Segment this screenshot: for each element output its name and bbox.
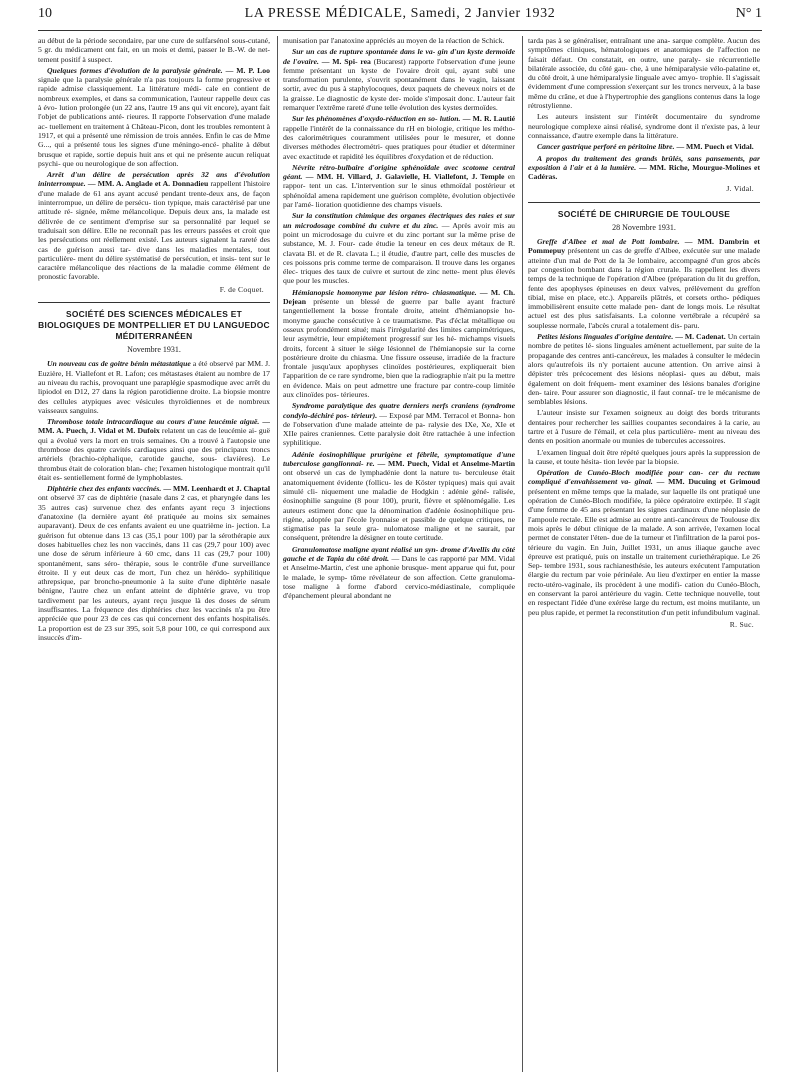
article-title: Un nouveau cas de goitre bénin métastatique bbox=[47, 359, 191, 369]
article-authors: — M. R. Lautié bbox=[462, 114, 515, 124]
article-body: rappelle l'intérêt de la connaissance du rH en biologie, critique les métho- des calorimétriques couramment utilisées pour le mesurer, et donne diverses méthodes électrométri- ques pratiques pour étudier et déterminer avec exactitude et rapidité les équilibres d'oxydation et de réduction. bbox=[283, 123, 515, 161]
article-authors: — MM. Puech et Vidal. bbox=[676, 142, 754, 152]
paragraph: munisation par l'anatoxine appréciés au moyen de la réaction de Schick. bbox=[283, 36, 505, 45]
article-title: Arrêt d'un délire de persécution après 32 ans d'évolution ininterrompue. bbox=[38, 170, 270, 189]
paragraph: tarda pas à se généraliser, entraînant une ana- sarque complète. Aucun des symptômes cliniques, hématologiques et anatomiques de l'affection ne faisait défaut. On constatait, en outre, une paraly- sie récurrentielle bilatérale associée, du côté gau- che, à une hémiparalysie vélo-palatine et, du côté droit, à une hémiparalysie linguale avec amyo- trophie. Il s'agissait évidemment d'une compression s'exerçant sur les troncs nerveux, à la base même du crâne, et due à l'hypertrophie des ganglions contenus dans la loge rétrostylienne. bbox=[528, 36, 760, 111]
article bbox=[283, 211, 515, 285]
article-body: — Après avoir mis au point un microdosage du cuivre et du zinc portant sur la même prise de substance, M. J. Four- cade étudie la teneur en ces deux métaux de R. clavata Bl. et de R. clavata L.; il étudie, d'autre part, celle des muscles de ces poissons pris comme terme de comparaison. Il trouve dans les organes élec- triques des taux de cuivre et surtout de zinc nette- ment plus élevés que pour les muscles. bbox=[283, 220, 515, 286]
article-title: Granulomatose maligne ayant réalisé un syn- drome d'Avellis du côté gauche et de Tapia du côté droit. bbox=[283, 544, 515, 564]
article-body: relatent un cas de leucémie ai- guë qui a évolué vers la mort en trois semaines. On a trouvé à l'autopsie une thrombose des quatre cavités cardiaques ainsi que des principaux troncs artériels (brachio-céphalique, carotide gauche, sous- clavières). Le thrombus était de coloration blan- che; l'examen histologique montrait qu'il était es- sentiellement formé de lymphoblastes. bbox=[38, 426, 270, 482]
article-authors: — MM. H. Villard, J. Galavielle, H. Viallefont, J. Temple bbox=[305, 172, 505, 182]
article-body: signale que la paralysie générale n'a pas toujours la forme progressive et rapide admise classiquement. La littérature médi- cale en contient de nombreux exemples, et dans sa communication, l'auteur rappelle deux cas à évo- lution prolongée (un 22 ans, l'autre 19 ans qui vit encore), ayant fait l'objet de publications anté- rieures. Il rapporte l'observation d'une malade ac- tuellement en traitement à Château-Picon, dont les troubles remontent à 1917, et qui a présenté une rémission de trois années. Enfin le cas de Mme G..., qui a présenté tous les signes d'une méningo-encé- phalite à début brusque et rapide, sortie depuis huit ans et qui ne présente aucun reliquat psychi- que ou neurologique de son affection. bbox=[38, 75, 270, 168]
article bbox=[528, 142, 760, 151]
article-authors: — M. P. Loo bbox=[225, 65, 270, 75]
article-body: présente un blessé de guerre par balle ayant fracturé tangentiellement la bosse frontale droite, atteint d'hémianopsie ho- monyme gauche consécutive à ce traumatisme. Pas d'éclat métallique ou osseux profondément situé; mais l'irrégularité des limites campimétriques, leur asymétrie, leur empiétement progressif sur les hé- michamps visuels droits, forcent à situer le siège lésionnel de l'hémianopsie sur la corne postérieure droite du chiasma. Une fissure osseuse, irradiée de la fracture frontale jusqu'aux apophyses clinoïdes postérieures, expliquerait bien l'apparition de ce rare syndrome, bien que la radiographie n'ait pu la mettre en évidence. Mais on peut admettre une fracture par contre-coup limitée aux clinoïdes pos- térieures. bbox=[283, 297, 515, 399]
article-body: présentent en même temps que la malade, sur laquelle ils ont pratiqué une opération de Cunéo-Bloch modifiée, la pièce opératoire extirpée. Il s'agit d'une femme de 45 ans présentant les signes cardinaux d'une néoplasie de l'ampoule rectale. Elle est admise au centre anti-cancéreux de Toulouse dix mois après le début clinique de la malade. A son arrivée, l'examen local permet de constater l'éten- due de la tumeur et l'infiltration de la paroi pos- térieure du vagin. En Juin, Juillet 1931, un anus iliaque gauche avec épreuve est pratiqué, puis on installe un traitement curiethérapique. Le 26 Sep- tembre 1931, sous rachianesthésie, les auteurs exécutent l'amputation élargie du rectum par voie périnéale. Au lieu d'extirper en entier la masse recto-utéro-vaginale, ils procèdent à une modifi- cation du Cunéo-Bloch, en conservant la paroi antérieure du vagin. Cette technique nouvelle, tout en respectant l'idée d'une exérèse large du rectum, est moins mutilante, un peu plus rapide, et permet la reconstitution d'un petit infundibulum vaginal. bbox=[528, 486, 760, 617]
article-authors: — MM. A. Puech, J. Vidal et M. Dufoix bbox=[38, 417, 270, 436]
article-authors: — M. Ch. Dejean bbox=[283, 287, 515, 307]
article bbox=[38, 66, 270, 168]
article-title: Diphtérie chez des enfants vaccinés. bbox=[47, 484, 162, 494]
article bbox=[283, 450, 515, 543]
article bbox=[528, 468, 760, 617]
article-body: ont observé 37 cas de diphtérie (nasale dans 2 cas, et pharyngée dans les 35 autres cas) survenue chez des enfants ayant reçu 3 injections d'anatoxine (la dernière ayant été pratiquée au moins six semaines auparavant). Deux de ces enfants avaient eu une quatrième in- jection. La guérison fut obtenue dans 13 cas (35,1 pour 100) par la sérothérapie aux doses habituelles chez les non vaccinés, dans 11 cas (29,7 pour 100) avec une dose de sérum inférieure à 60 cmc, dans 11 cas (29,7 pour 100) spontanément, sans séro- thérapie, sous le contrôle d'une surveillance étroite. Il y eut deux cas de mort, l'un chez un hérédo- syphilitique athrepsique, par broncho-pneumonie à la suite d'une diphtérie nasale bénigne, l'autre chez un enfant atteint de diphtérie grave, vu trop tardivement par les auteurs, ayant reçu jusque là des doses de sérum insuffisantes. La fréquence des diphtéries chez les vaccinés n'a pu être appréciée que pour 23 de ces cas qui concernent des enfants hospitalisés. La proportion est de 23 sur 395, soit 5,8 pour 100, ce qui correspond aux insuccès d'im- bbox=[38, 493, 270, 642]
article-title: Sur les phénomènes d'oxydo-réduction en so- lution. bbox=[292, 114, 461, 124]
article-title: Thrombose totale intracardiaque au cours d'une leucémie aiguë. bbox=[47, 417, 260, 427]
section-heading: SOCIÉTÉ DE CHIRURGIE DE TOULOUSE bbox=[528, 202, 760, 220]
article bbox=[38, 417, 270, 482]
page-number: 10 bbox=[38, 6, 52, 21]
article bbox=[528, 332, 760, 406]
paragraph: L'auteur insiste sur l'examen soigneux au doigt des bords triturants dentaires pour rechercher les saillies coupantes secondaires à la carie, au tartre et à l'usure de l'émail, et cela plus particulière- ment au niveau des dents en position anormale ou munies de tubercules accessoires. bbox=[528, 408, 760, 446]
article-body: Un certain nombre de petites lé- sions linguales amènent actuellement, par suite de la propagande des centres anti-cancéreux, les malades à consulter le médecin alors qu'autrefois ils n'y portaient aucune attention. On arrive ainsi à dépister très précocement des lésions néoplasi- ques au début, mais également on doit fréquem- ment examiner des lésions banales d'origine den- taire. Pour assurer son diagnostic, il faut connaî- tre le mécanisme de semblables lésions. bbox=[528, 332, 760, 407]
article-title: A propos du traitement des grands brûlés, sans pansements, par exposition à l'air et à la lumière. bbox=[528, 153, 760, 172]
column-divider bbox=[277, 36, 278, 1072]
signature: J. Vidal. bbox=[726, 184, 754, 194]
article-title: Sur la constitution chimique des organes électriques des raies et sur un microdosage combiné du cuivre et du zinc. bbox=[283, 211, 515, 230]
article bbox=[38, 359, 270, 415]
article bbox=[38, 484, 270, 642]
article-authors: — MM. A. Anglade et A. Donnadieu bbox=[87, 179, 209, 189]
article-title: Petites lésions linguales d'origine dentaire. bbox=[537, 332, 674, 342]
signature: R. Suc. bbox=[729, 619, 754, 629]
article-title: Cancer gastrique perforé en péritoine libre. bbox=[537, 142, 675, 152]
article-title: Opération de Cunéo-Bloch modifiée pour can- cer du rectum compliqué d'envahissement va- ginal. bbox=[528, 468, 760, 487]
article bbox=[528, 237, 760, 330]
article-body: (Bucarest) rapporte l'observation d'une jeune femme présentant un kyste de l'ovaire droit qui, ayant subi une transformation purulente, s'ouvrit spontanément dans le vagin, laissant sortir, avec du pus à staphylocoques, deux paquets de cheveux noirs et de la graisse. Le diagnostic de kyste der- moïde s'imposait donc. L'auteur fait remarquer l'extrême rareté d'une telle évolution des kystes dermoïdes. bbox=[283, 56, 515, 113]
article bbox=[283, 288, 515, 400]
article-body: a été observé par MM. J. Euzière, H. Viallefont et R. Lafon; ces métastases étaient au nombre de 17 au niveau du rachis, provoquant une paraplégie spasmodique avec arrêt du lipiodol en D12, 27 dans la région parotidienne droite. La biopsie montre des cellules atypiques avec vésicules thyroïdiennes et de nombreux vaisseaux sanguins. bbox=[38, 359, 270, 415]
article bbox=[283, 545, 515, 601]
paragraph: Les auteurs insistent sur l'intérêt documentaire du syndrome neurologique complexe ainsi réalisé, syndrome dont il n'existe pas, à leur connaissance, d'autre exemple dans la littérature. bbox=[528, 112, 760, 140]
section-date: 28 Novembre 1931. bbox=[612, 222, 676, 232]
article-body: — Exposé par MM. Terracol et Bonna- hon de l'observation d'une malade atteinte de pa- ralysie des IXe, Xe, XIe et XIIe paires craniennes. Cette paralysie doit être rattachée à une infection syphilitique. bbox=[283, 410, 515, 448]
article-body: — Dans le cas rapporté par MM. Vidal et Anselme-Martin, c'est une aphonie brusque- ment apparue qui fut, pour le malade, le symp- tôme révélateur de son affection. Cette granuloma- tose maligne à forme d'abord cervico-médiastinale, compliquée d'épanchement pleural abondant ne bbox=[283, 554, 515, 601]
journal-title: LA PRESSE MÉDICALE, Samedi, 2 Janvier 1932 bbox=[244, 6, 556, 21]
issue-number: N° 1 bbox=[735, 6, 762, 21]
article-authors: — MM. Puech, Vidal et Anselme-Martin bbox=[377, 459, 515, 469]
article bbox=[528, 154, 760, 182]
paragraph: au début de la période secondaire, par une cure de sulfarsénol sous-cutané, 5 gr. du médicament ont fait, en un mois et demi, passer le B.-W. de net- tement positif à suspect. bbox=[38, 36, 270, 64]
article-body: ont observé un cas de lymphadénie dont la nature tu- berculeuse était anatomiquement évidente (follicu- les de Köster typiques) mais qui avait simulé cli- niquement une maladie de Hodgkin : adénie géné- ralisée, éosinophilie sanguine (8 pour 100), prurit, fièvre et splénomégalie. Les auteurs estiment donc que la dénomination d'adénie éosinophilique pru- rigène, adoptée par l'école lyonnaise et passible de quelque critiques, ne stigmatise pas la seule gra- nulomatose maligne et ne saurait, par conséquent, prétendre la désigner en toute certitude. bbox=[283, 468, 515, 543]
article-title: Greffe d'Albee et mal de Pott lombaire. bbox=[537, 237, 680, 247]
article-title: Névrite rétro-bulbaire d'origine sphénoïdale avec scotome central géant. bbox=[283, 162, 515, 182]
article bbox=[38, 170, 270, 282]
article-title: Quelques formes d'évolution de la paralysie générale. bbox=[47, 65, 223, 75]
article-authors: — M. Cadenat. bbox=[675, 332, 726, 342]
article-authors: — MM. Dambrin et Pommepuy bbox=[528, 237, 760, 256]
article bbox=[283, 114, 515, 160]
article-title: Adénie éosinophilique prurigène et fébrile, symptomatique d'une tuberculose ganglionnai- re. bbox=[283, 449, 515, 469]
article-title: Syndrome paralytique des quatre derniers nerfs craniens (syndrome condylo-déchiré pos- térieur). bbox=[283, 401, 515, 420]
article-body: présentent un cas de greffe d'Albee, exécutée sur une malade atteinte d'un mal de Pott de la 3e lombaire, accompagné d'un gros abcès par congestion bombant dans la région crurale. Ils rappellent les divers temps de la technique de l'opération d'Albee (préparation du lit du greffon, fente des apophyses épineuses en deux valves, prélèvement du greffon tibial, mise en place, etc.). Appareils plâtrés, et corsets ortho- pédiques immobilisèrent ensuite cette malade pen- dant de longs mois. Le résultat actuel est des plus satisfaisants. La colonne vertébrale a récupéré sa souplesse normale, l'abcès crural a totalement dis- paru. bbox=[528, 246, 760, 330]
section-heading: SOCIÉTÉ DES SCIENCES MÉDICALES ET BIOLOGIQUES DE MONTPELLIER ET DU LANGUEDOC MÉDITERRANÉEN bbox=[38, 302, 270, 342]
article-body: en rappor- tent un cas. L'intervention sur le sinus ethmoïdal postérieur et sphénoïdal amena rapidement une guérison complète, évolution objectivée par l'amé- lioration quotidienne des champs visuels. bbox=[283, 172, 515, 210]
article bbox=[283, 401, 515, 447]
article-title: Sur un cas de rupture spontanée dans le va- gin d'un kyste dermoïde de l'ovaire. bbox=[283, 47, 515, 66]
article-authors: — MM. Riche, Mourgue-Molines et Cadéras. bbox=[528, 162, 760, 182]
column-2 bbox=[283, 36, 515, 1076]
article bbox=[283, 47, 515, 112]
header-rule bbox=[38, 30, 762, 31]
section-date: Novembre 1931. bbox=[127, 345, 181, 355]
article-authors: — MM. Ducuing et Grimoud bbox=[656, 477, 760, 487]
page-header bbox=[38, 6, 762, 28]
article-authors: — MM. Leenhardt et J. Chaptal bbox=[163, 484, 270, 494]
article-title: Hémianopsie homonyme par lésion rétro- chiasmatique. bbox=[292, 287, 477, 297]
signature: F. de Coquet. bbox=[219, 284, 264, 294]
column-1 bbox=[38, 36, 270, 1076]
article-authors: — M. Spi- rea bbox=[321, 56, 371, 66]
article-body: rappellent l'histoire d'une malade de 61 ans ayant accusé pendant trente-deux ans, de façon ininterrompue, un délire de persécu- tion typique, mais caractérisé par une attitude ré- signée, même mélancolique. Depuis deux ans, la malade est délivrée de ce sentiment d'emprise sur sa personnalité par lequel se traduisait son délire. Elle ne reconnaît pas les erreurs passées et croit que les persécutions ont réellement existé. Les auteurs signalent la rareté des cas de guérison aussi tar- dive dans les maladies mentales, tout particulière- ment du délire systématisé de persécution, et insis- tent sur le caractère mélancolique des réactions de la maladie comme élément de pronostic favorable. bbox=[38, 179, 270, 282]
paragraph: L'examen lingual doit être répété quelques jours après la suppression de la cause, et toute hésita- tion levée par la biopsie. bbox=[528, 447, 760, 466]
article bbox=[283, 163, 515, 209]
column-3 bbox=[528, 36, 760, 1076]
column-divider bbox=[522, 36, 523, 1072]
